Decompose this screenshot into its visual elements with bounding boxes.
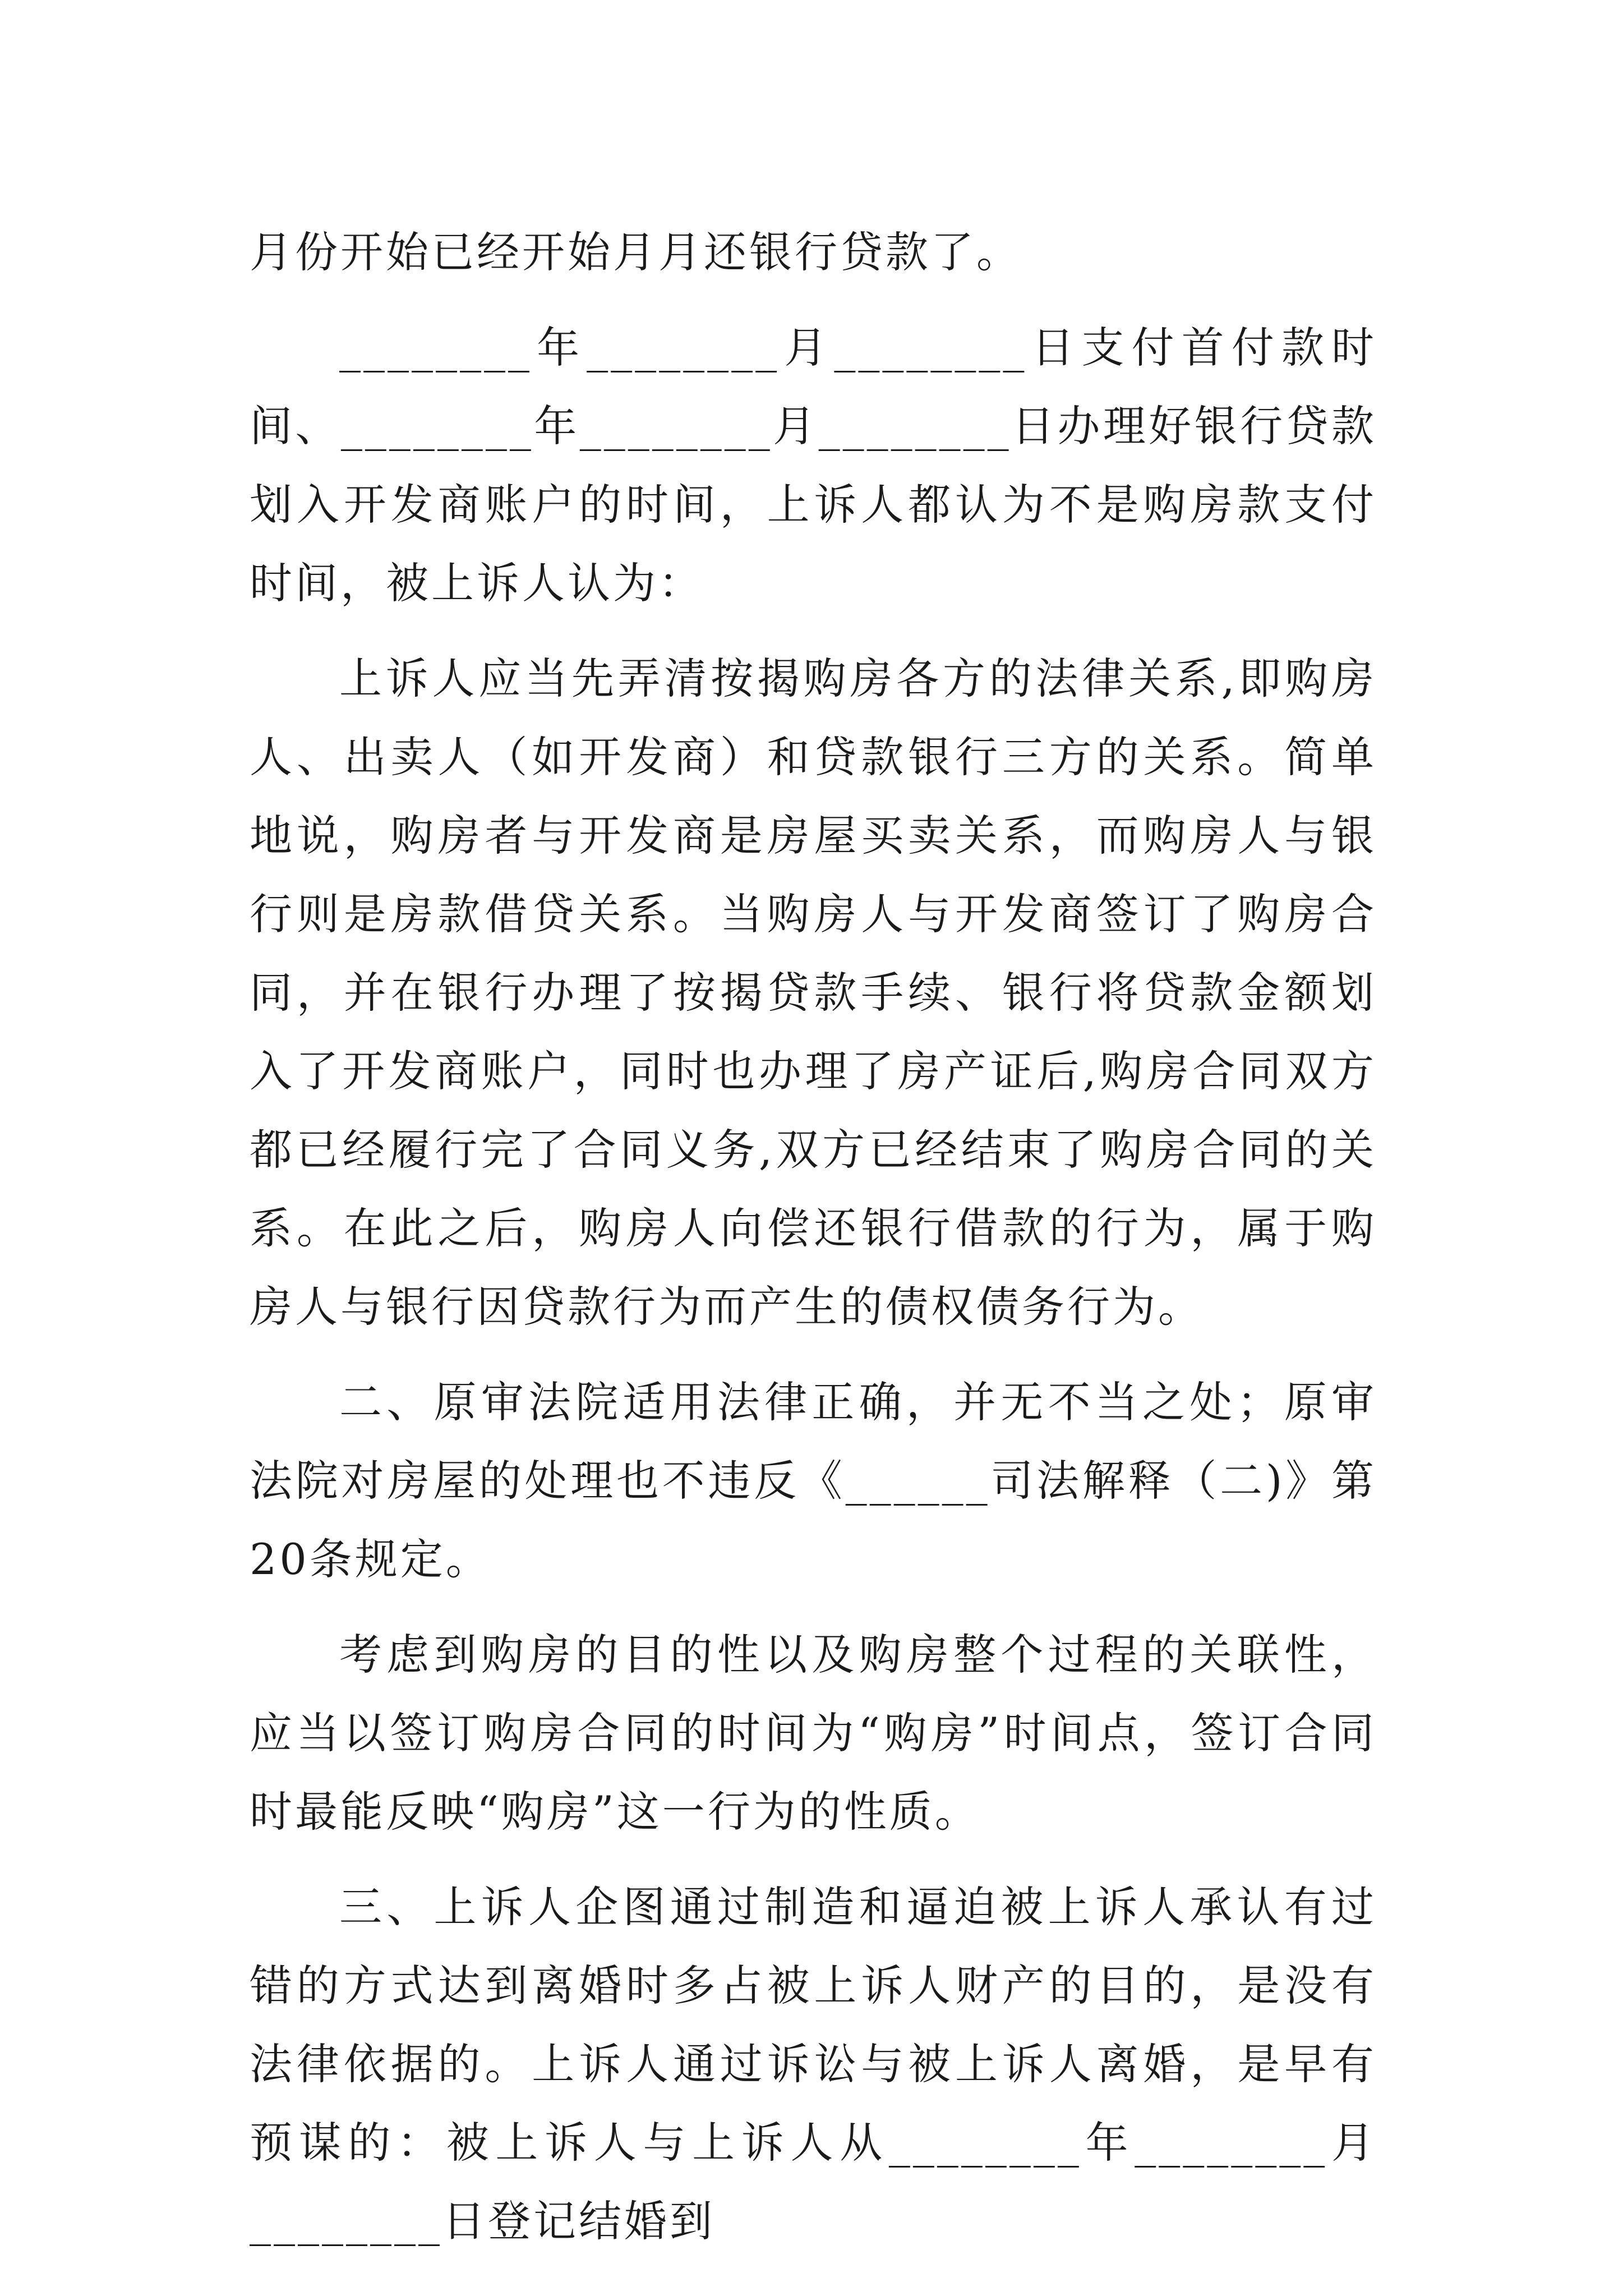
paragraph-6: 三、上诉人企图通过制造和逼迫被上诉人承认有过错的方式达到离婚时多占被上诉人财产的目的，是没有法律依据的。上诉人通过诉讼与被上诉人离婚，是早有预谋的：被上诉人与上诉人从________年________月________日登记结婚到 bbox=[250, 1882, 1377, 2246]
paragraph-2: ________年________月________日支付首付款时间、________年________月________日办理好银行贷款划入开发商账户的时间，上诉人都认为不是购房款支付时间，被上诉人认为： bbox=[250, 323, 1377, 608]
paragraph-1: 月份开始已经开始月月还银行贷款了。 bbox=[250, 227, 1022, 277]
document-page bbox=[250, 213, 1377, 2277]
paragraph-5: 考虑到购房的目的性以及购房整个过程的关联性，应当以签订购房合同的时间为“购房”时间点，签订合同时最能反映“购房”这一行为的性质。 bbox=[250, 1630, 1377, 1837]
paragraph-3: 上诉人应当先弄清按揭购房各方的法律关系,即购房人、出卖人（如开发商）和贷款银行三方的关系。简单地说，购房者与开发商是房屋买卖关系，而购房人与银行则是房款借贷关系。当购房人与开发商签订了购房合同，并在银行办理了按揭贷款手续、银行将贷款金额划入了开发商账户，同时也办理了房产证后,购房合同双方都已经履行完了合同义务,双方已经结束了购房合同的关系。在此之后，购房人向偿还银行借款的行为，属于购房人与银行因贷款行为而产生的债权债务行为。 bbox=[250, 654, 1377, 1332]
paragraph-4: 二、原审法院适用法律正确，并无不当之处；原审法院对房屋的处理也不违反《______司法解释（二)》第20条规定。 bbox=[250, 1377, 1377, 1584]
